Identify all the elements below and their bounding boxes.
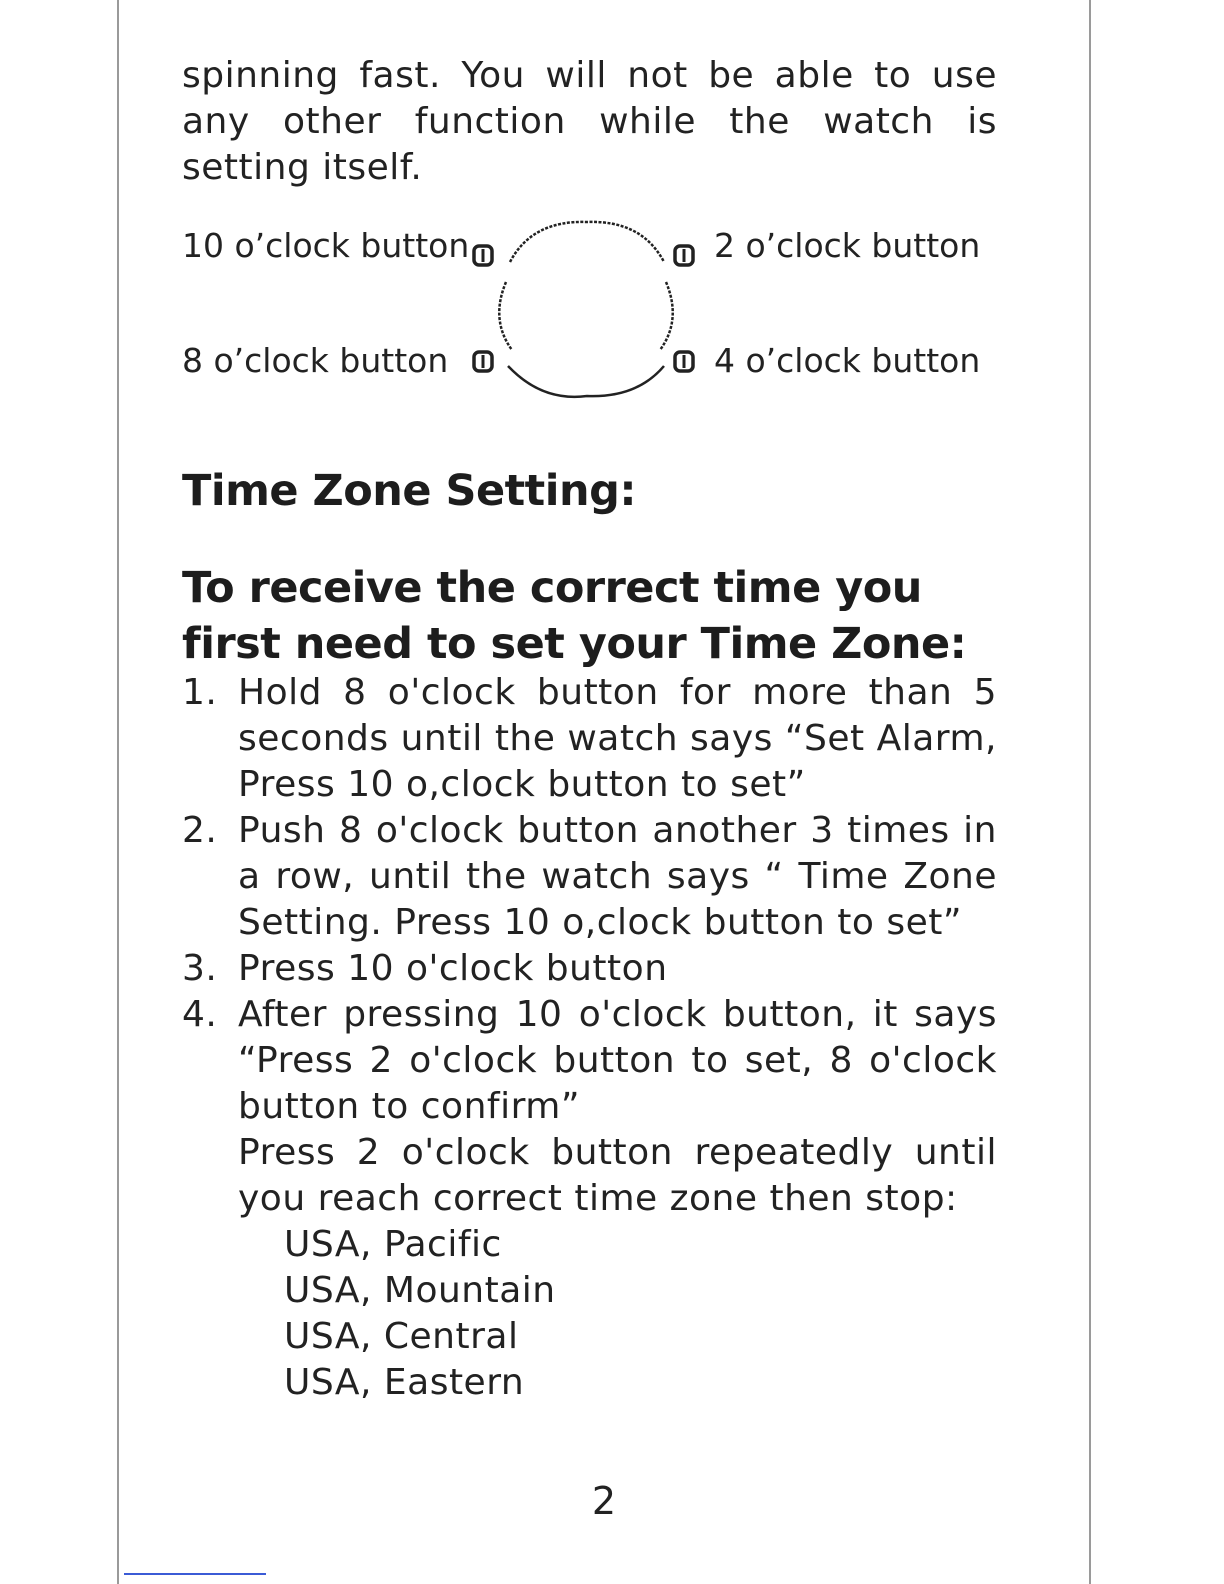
instruction-step [182,670,997,808]
label-10-oclock-button: 10 o’clock button [182,226,470,265]
intro-paragraph [182,53,997,191]
step-text: Push 8 o'clock button another 3 times in a row, until the watch says “ Time Zone Setting. Press 10 o,clock button to set” [238,810,997,943]
step-number: 2. [182,810,218,851]
step-text: After pressing 10 o'clock button, it says “Press 2 o'clock button to set, 8 o'clock button to confirm” [238,994,997,1127]
step-text: Hold 8 o'clock button for more than 5 seconds until the watch says “Set Alarm, Press 10 o,clock button to set” [238,672,997,805]
section-title: Time Zone Setting: [182,466,637,516]
intro-line: any other function while the watch is [182,101,997,142]
intro-line: spinning fast. You will not be able to use [182,55,997,96]
time-zone-item: USA, Pacific [284,1224,502,1265]
intro-line: setting itself. [182,147,423,188]
step-continuation: Press 2 o'clock button repeatedly until you reach correct time zone then stop: [238,1132,997,1219]
instruction-step [182,992,997,1406]
page-left-edge [117,0,119,1584]
time-zone-list [182,1222,997,1406]
step-number: 3. [182,948,218,989]
section-subheading: To receive the correct time you first need to set your Time Zone: [182,563,967,669]
step-text: Press 10 o'clock button [238,948,668,989]
page-number: 2 [591,1479,617,1523]
instruction-step [182,946,997,992]
instruction-step [182,808,997,946]
watch-face-icon [472,210,712,410]
page-right-edge [1089,0,1091,1584]
button-8-oclock-icon [474,352,492,371]
step-number: 4. [182,994,218,1035]
button-10-oclock-icon [474,246,492,265]
label-2-oclock-button: 2 o’clock button [714,226,981,265]
time-zone-item: USA, Central [284,1316,519,1357]
time-zone-item: USA, Mountain [284,1270,556,1311]
instruction-steps [182,670,997,1406]
footnote-rule [124,1573,266,1575]
label-8-oclock-button: 8 o’clock button [182,341,449,380]
label-4-oclock-button: 4 o’clock button [714,341,981,380]
button-2-oclock-icon [675,246,693,265]
watch-button-diagram [182,210,997,410]
button-4-oclock-icon [675,352,693,371]
time-zone-item: USA, Eastern [284,1362,525,1403]
step-number: 1. [182,672,218,713]
